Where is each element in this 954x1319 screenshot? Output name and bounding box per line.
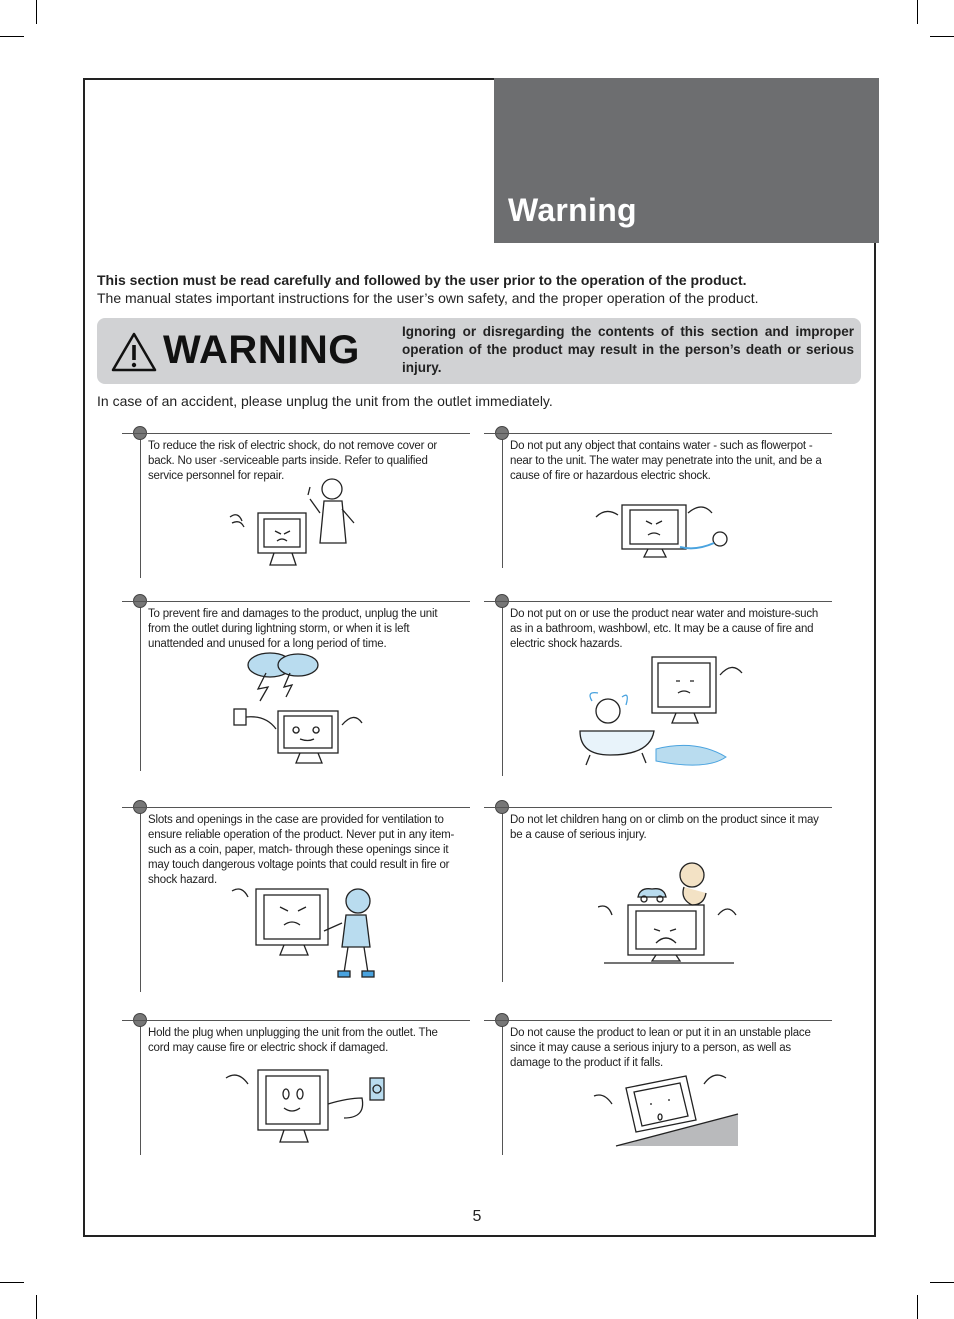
- bullet-icon: [495, 1013, 509, 1027]
- item-text: To prevent fire and damages to the product, unplug the unit from the outlet during lightning storm, or when it is left unattended and unused for a long period of time.: [148, 608, 438, 650]
- intro: [97, 271, 867, 307]
- bullet-icon: [133, 426, 147, 440]
- warning-item: [140, 807, 470, 992]
- crop-mark: [930, 1282, 954, 1283]
- tv-flowerpot-illustration: [592, 493, 742, 563]
- warning-item: [140, 601, 470, 771]
- item-text: Do not let children hang on or climb on the product since it may be a cause of serious injury.: [510, 814, 819, 841]
- warning-item: [140, 1020, 470, 1155]
- warning-item: [502, 433, 832, 568]
- crop-mark: [0, 1282, 24, 1283]
- tv-bathtub-illustration: [572, 653, 752, 775]
- item-text: Hold the plug when unplugging the unit from the outlet. The cord may cause fire or electric shock if damaged.: [148, 1027, 438, 1054]
- crop-mark: [0, 36, 24, 37]
- crop-mark: [36, 1295, 37, 1319]
- tv-unstable-illustration: [592, 1066, 742, 1148]
- crop-mark: [36, 0, 37, 24]
- warning-item: [140, 433, 470, 578]
- bullet-icon: [495, 594, 509, 608]
- warning-triangle-icon: [111, 331, 157, 373]
- page-title: Warning: [508, 192, 637, 228]
- item-text: Do not put on or use the product near water and moisture-such as in a bathroom, washbowl, etc. It may be a cause of fire and electric shock hazards.: [510, 608, 819, 650]
- intro-bold-line: This section must be read carefully and followed by the user prior to the operation of the product.: [97, 272, 747, 288]
- title-block: [494, 78, 879, 243]
- tv-unplug-illustration: [224, 1064, 386, 1150]
- crop-mark: [917, 0, 918, 24]
- item-text: To reduce the risk of electric shock, do not remove cover or back. No user -serviceable parts inside. Refer to qualified service personnel for repair.: [148, 440, 438, 482]
- warning-item: [502, 1020, 832, 1155]
- bullet-icon: [495, 426, 509, 440]
- item-text: Slots and openings in the case are provided for ventilation to ensure reliable operation of the product. Never put in any item-such as a coin, paper, match- through these openings since it may touch dangerous voltage points that could result in fire or shock hazard.: [148, 814, 455, 886]
- tv-child-climbing-illustration: [598, 859, 748, 969]
- warning-item: [502, 807, 832, 982]
- item-text: Do not put any object that contains water - such as flowerpot - near to the unit. The water may penetrate into the unit, and be a cause of fire or hazardous electric shock.: [510, 440, 822, 482]
- bullet-icon: [495, 800, 509, 814]
- bullet-icon: [133, 594, 147, 608]
- tv-ventilation-illustration: [228, 883, 393, 983]
- bullet-icon: [133, 800, 147, 814]
- warning-box: [97, 318, 861, 384]
- intro-line: The manual states important instructions for the user’s own safety, and the proper operation of the product.: [97, 290, 759, 306]
- warning-text: Ignoring or disregarding the contents of this section and improper operation of the product may result in the person’s death or serious injury.: [402, 324, 854, 375]
- warning-item: [502, 601, 832, 776]
- crop-mark: [917, 1295, 918, 1319]
- warning-label: WARNING: [163, 328, 360, 372]
- item-text: Do not cause the product to lean or put it in an unstable place since it may cause a serious injury to a person, as well as damage to the product if it falls.: [510, 1027, 811, 1069]
- tv-repair-illustration: [220, 473, 370, 573]
- tv-lightning-illustration: [230, 649, 380, 769]
- crop-mark: [930, 36, 954, 37]
- bullet-icon: [133, 1013, 147, 1027]
- page-number: 5: [472, 1208, 482, 1225]
- accident-note: In case of an accident, please unplug the unit from the outlet immediately.: [97, 393, 553, 409]
